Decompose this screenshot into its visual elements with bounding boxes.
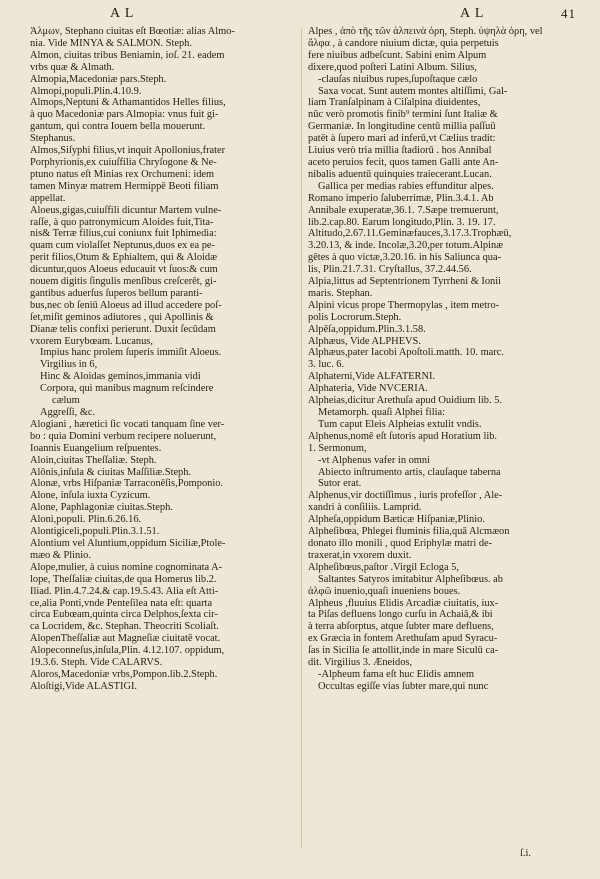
text-line: quam cum violaſſet Neptunus,duos ex ea pe- bbox=[30, 240, 215, 252]
text-line: Alonæ, vrbs Hiſpaniæ Tarraconēſis,Pomponio. bbox=[30, 478, 224, 490]
text-line: Germaniæ. In longitudine centū millia paſſuū bbox=[308, 121, 496, 133]
text-line: cælum bbox=[52, 395, 80, 407]
text-line: Almopia,Macedoniæ pars.Steph. bbox=[30, 73, 167, 85]
text-line: Romano imperio ſaluberrimæ, Plin.3.4.1. Ab bbox=[308, 192, 494, 204]
text-line: Alphenus,nomē eſt ſutoris apud Horatium lib. bbox=[308, 430, 498, 442]
text-line: nia. Vide MINYA & SALMON. Steph. bbox=[30, 37, 192, 49]
text-line: donato illo monili , quod Eriphylæ matri de- bbox=[308, 537, 493, 549]
text-line: gantum, qui contra Iouem bella mouerunt. bbox=[30, 121, 206, 133]
text-line: vxorem Eurybœam. Lucanus, bbox=[30, 335, 153, 347]
text-line: Metamorph. quaſi Alphei filia: bbox=[318, 407, 445, 418]
text-line: mæo & Plinio. bbox=[30, 549, 91, 561]
text-line: Alpheſibœa, Phlegei fluminis filia,quā Alcmæon bbox=[308, 526, 510, 538]
text-line: ſet,miſit geminos adiutores , qui Apollinis & bbox=[30, 311, 214, 323]
text-line: nibalis aduentū quinquies traiecerant.Lucan. bbox=[308, 168, 492, 180]
text-line: Annibale exuperatæ,36.1. 7.Sæpe tremuerunt, bbox=[308, 204, 499, 216]
text-line: circa Eubœam,quinta circa Delphos,ſexta cir- bbox=[30, 609, 218, 621]
text-line: ca Locridem, &c. Stephan. Theocriti Scoliaſt. bbox=[30, 621, 219, 633]
text-line: ce,alia Ponti,vnde Penteſilea nata eſt: quarta bbox=[30, 597, 213, 609]
text-line: ex Græcia in fontem Arethuſam apud Syracu- bbox=[308, 633, 498, 645]
text-line: AlopenTheſſaliæ aut Magneſiæ ciuitatē vocat. bbox=[30, 633, 221, 645]
left-column bbox=[30, 26, 298, 693]
text-line: Alpia,littus ad Septentrionem Tyrrheni & Ionii bbox=[308, 276, 502, 288]
text-line: Aloros,Macedoniæ vrbs,Pompon.lib.2.Steph. bbox=[30, 668, 218, 680]
text-line: nouem digitis ſingulis menſibus creſcerēt, gi- bbox=[30, 276, 217, 288]
text-line: Impius hanc prolem ſuperis immiſit Aloeus. bbox=[40, 347, 222, 359]
page-number: 41 bbox=[561, 6, 576, 21]
text-line: Hinc & Aloidas geminos,immania vidi bbox=[40, 371, 201, 383]
right-column bbox=[308, 26, 576, 693]
left-running-head: A L bbox=[110, 6, 135, 21]
text-line: Alphenus,vir doctiſſimus , iuris profeſſor , Ale- bbox=[308, 490, 503, 502]
text-line: gantibus aduerſus ſuperos bellum paranti- bbox=[30, 287, 203, 299]
text-line: nūc verò promotis finib⁹ termini ſunt Italiæ & bbox=[308, 109, 498, 121]
text-line: dixere,quod poſteri Latini Album. Silius, bbox=[308, 61, 477, 73]
text-line: Almops,Neptuni & Athamantidos Helles filius, bbox=[30, 97, 226, 109]
text-line: Corpora, qui manibus magnum reſcindere bbox=[40, 383, 214, 395]
text-line: Aloſtigi,Vide ALASTIGI. bbox=[30, 680, 138, 692]
text-line: Alontigiceli,populi.Plin.3.1.51. bbox=[30, 526, 160, 538]
text-line: Alphæus,pater Iacobi Apoſtoli.matth. 10. marc. bbox=[308, 347, 504, 359]
text-line: Alogiani , hæretici ſic vocati tanquam ſine ver- bbox=[30, 418, 225, 430]
catchword: ſ.i. bbox=[520, 848, 531, 859]
text-line: Altitudo,2.67.11.Geminæfauces,3.17.3.Trophæū, bbox=[308, 228, 512, 240]
text-line: lib.2.cap.80. Earum longitudo,Plin. 3. 19. 17. bbox=[308, 216, 496, 228]
text-line: nis& Terræ filius,cui coniunx fuit Iphimedia: bbox=[30, 228, 217, 240]
text-line: Liuius verò tria millia ſtadiorū . hos Annibal bbox=[308, 145, 492, 157]
text-line: ἄλφα , à candore niuium dictæ, quia perpetuis bbox=[308, 37, 499, 49]
text-line: fere niuibus adbeſcunt. Sabini enim Alpum bbox=[308, 49, 487, 61]
text-line: bus,nec ob ſeniū Aloeus ad illud accedere poſ- bbox=[30, 299, 222, 311]
column-divider bbox=[301, 28, 302, 848]
text-line: Occultas egiſſe vias ſubter mare,qui nunc bbox=[318, 680, 489, 692]
text-line: patēt à ſupero mari ad inferū,vt Cælius tradit: bbox=[308, 133, 496, 145]
text-line: traxerat,in vxorem duxit. bbox=[308, 549, 412, 561]
text-line: Tum caput Eleis Alpheias extulit vndis. bbox=[318, 418, 482, 430]
text-line: Alpini vicus prope Thermopylas , item metro- bbox=[308, 299, 500, 311]
text-line: Virgilius in 6, bbox=[40, 359, 98, 371]
text-line: Alpheſibœus,paſtor .Virgil Ecloga 5, bbox=[308, 561, 459, 573]
text-line: Sutor erat. bbox=[318, 478, 362, 490]
text-line: liam Tranſalpinam à Ciſalpina diuidentes, bbox=[308, 97, 481, 109]
text-line: appellat. bbox=[30, 192, 66, 204]
text-line: aceto peruios fecit, quos tamen Galli ante An- bbox=[308, 156, 499, 168]
text-line: Saxa vocat. Sunt autem montes altiſſimi, Gal- bbox=[318, 85, 508, 97]
text-line: Aloeus,gigas,cuiuſfili dicuntur Martem vulne- bbox=[30, 204, 222, 216]
text-line: 3.20.13, & inde. Incolæ,3.20,per totum.Alpinæ bbox=[308, 240, 504, 252]
text-line: ta Piſas defluens longo curſu in Achaiā,& ibi bbox=[308, 609, 493, 621]
text-line: tamen Minyæ matrem Hermippē Beoti filiam bbox=[30, 180, 219, 192]
text-line: lis, Plin.21.7.31. Cryſtallus, 37.2.44.56. bbox=[308, 264, 472, 276]
text-line: Alpheus ,fluuius Elidis Arcadiæ ciuitatis, iux- bbox=[308, 597, 499, 609]
text-line: bo : quia Domini verbum recipere noluerunt, bbox=[30, 430, 217, 442]
text-line: dit. Virgilius 3. Æneidos, bbox=[308, 657, 413, 669]
text-line: Iliad. Plin.4.7.24.& cap.19.5.43. Alia eſt Atti- bbox=[30, 585, 219, 597]
text-line: -vt Alphenus vafer in omni bbox=[318, 454, 430, 466]
text-line: Alontium vel Aluntium,oppidum Siciliæ,Ptole- bbox=[30, 537, 226, 549]
text-line: Almopi,populi.Plin.4.10.9. bbox=[30, 85, 142, 97]
text-line: à terra abſorptus, atque ſubter mare defluens, bbox=[308, 621, 494, 633]
text-line: 1. Sermonum, bbox=[308, 442, 367, 454]
text-line: ptuno natus eſt Minias rex Orchumeni: idem bbox=[30, 168, 215, 180]
running-header bbox=[30, 6, 580, 24]
text-line: Alphateria, Vide NVCERIA. bbox=[308, 383, 428, 395]
text-line: ἀλφῶ inuenio,quaſi inueniens boues. bbox=[308, 585, 461, 597]
text-line: 3. luc. 6. bbox=[308, 359, 345, 371]
text-line: xandri à conſiliis. Lamprid. bbox=[308, 502, 422, 514]
text-line: Dianæ telis confixi perierunt. Duxit ſecūdam bbox=[30, 323, 216, 335]
text-line: Alphaterni,Vide ALFATERNI. bbox=[308, 371, 436, 383]
text-line: Alone, inſula iuxta Cyzicum. bbox=[30, 490, 151, 502]
text-line: Aloni,populi. Plin.6.26.16. bbox=[30, 514, 142, 526]
text-line: à quo Macedoniæ pars Almopia: vnus fuit gi- bbox=[30, 109, 219, 121]
text-line: 19.3.6. Steph. Vide CALARVS. bbox=[30, 657, 163, 669]
text-line: dicuntur,quos Aloeus educauit vt ſuos:& cum bbox=[30, 264, 218, 276]
text-line: Alpheſa,oppidum Bæticæ Hiſpaniæ,Plinio. bbox=[308, 514, 485, 526]
text-line: Alphæus, Vide ALPHEVS. bbox=[308, 335, 421, 347]
text-line: Aloin,ciuitas Theſſaliæ. Steph. bbox=[30, 454, 157, 466]
text-line: Alone, Paphlagoniæ ciuitas.Steph. bbox=[30, 502, 173, 514]
text-line: Almon, ciuitas tribus Beniamin, ioſ. 21. eadem bbox=[30, 49, 225, 61]
text-line: Alpheias,dicitur Arethuſa apud Ouidium lib. 5. bbox=[308, 395, 502, 407]
text-line: Gallica per medias rabies effunditur alpes. bbox=[318, 180, 494, 192]
text-line: Alōnis,inſula & ciuitas Maſſiliæ.Steph. bbox=[30, 466, 192, 478]
text-line: -clauſas niuibus rupes,ſupoſtaque cælo bbox=[318, 73, 478, 85]
text-line: raſſe, à quo patronymicum Aloides fuit,Tita- bbox=[30, 216, 214, 228]
text-line: Saltantes Satyros imitabitur Alpheſibœus. ab bbox=[318, 573, 503, 585]
right-running-head: A L bbox=[460, 6, 485, 21]
text-line: lope, Theſſaliæ ciuitas,de qua Homerus lib.2. bbox=[30, 573, 217, 585]
text-line: Abiecto inſtrumento artis, clauſaque taberna bbox=[318, 466, 501, 478]
text-line: vrbs quæ & Almath. bbox=[30, 61, 115, 73]
text-line: Porphyrionis,ex cuiuſfilia Chryſogone & Ne- bbox=[30, 156, 217, 168]
text-line: perit filios,Otum & Ephialtem, qui & Aloidæ bbox=[30, 252, 218, 264]
text-line: Alpes , ἀπὸ τῆς τῶν ἀλπεινὰ ὀρη, Steph. ὑψηλὰ ὀρη, vel bbox=[308, 26, 543, 37]
text-line: Alope,mulier, à cuius nomine cognominata A- bbox=[30, 561, 223, 573]
text-line: -Alpheum fama eſt huc Elidis amnem bbox=[318, 668, 475, 680]
text-line: ſas in Sicilia ſe attollit,inde in mare Siculū ca- bbox=[308, 645, 499, 657]
text-line: Alopeconneſus,inſula,Plin. 4.12.107. oppidum, bbox=[30, 645, 225, 657]
text-line: polis Locrorum.Steph. bbox=[308, 311, 402, 323]
text-line: gētes à quo victæ,3.20.16. in his Saliunca qua- bbox=[308, 252, 502, 264]
text-line: Ioannis Euangelium reſpuentes. bbox=[30, 442, 162, 454]
text-line: Stephanus. bbox=[30, 133, 76, 145]
text-line: Aggreſſi, &c. bbox=[40, 407, 96, 418]
text-line: Ἀλμων, Stephano ciuitas eſt Bœotiæ: alias Almo- bbox=[30, 26, 235, 37]
text-line: Alpēſa,oppidum.Plin.3.1.58. bbox=[308, 323, 426, 335]
text-line: Almos,Siſyphi filius,vt inquit Apollonius,frater bbox=[30, 145, 226, 157]
text-line: maris. Stephan. bbox=[308, 287, 373, 299]
